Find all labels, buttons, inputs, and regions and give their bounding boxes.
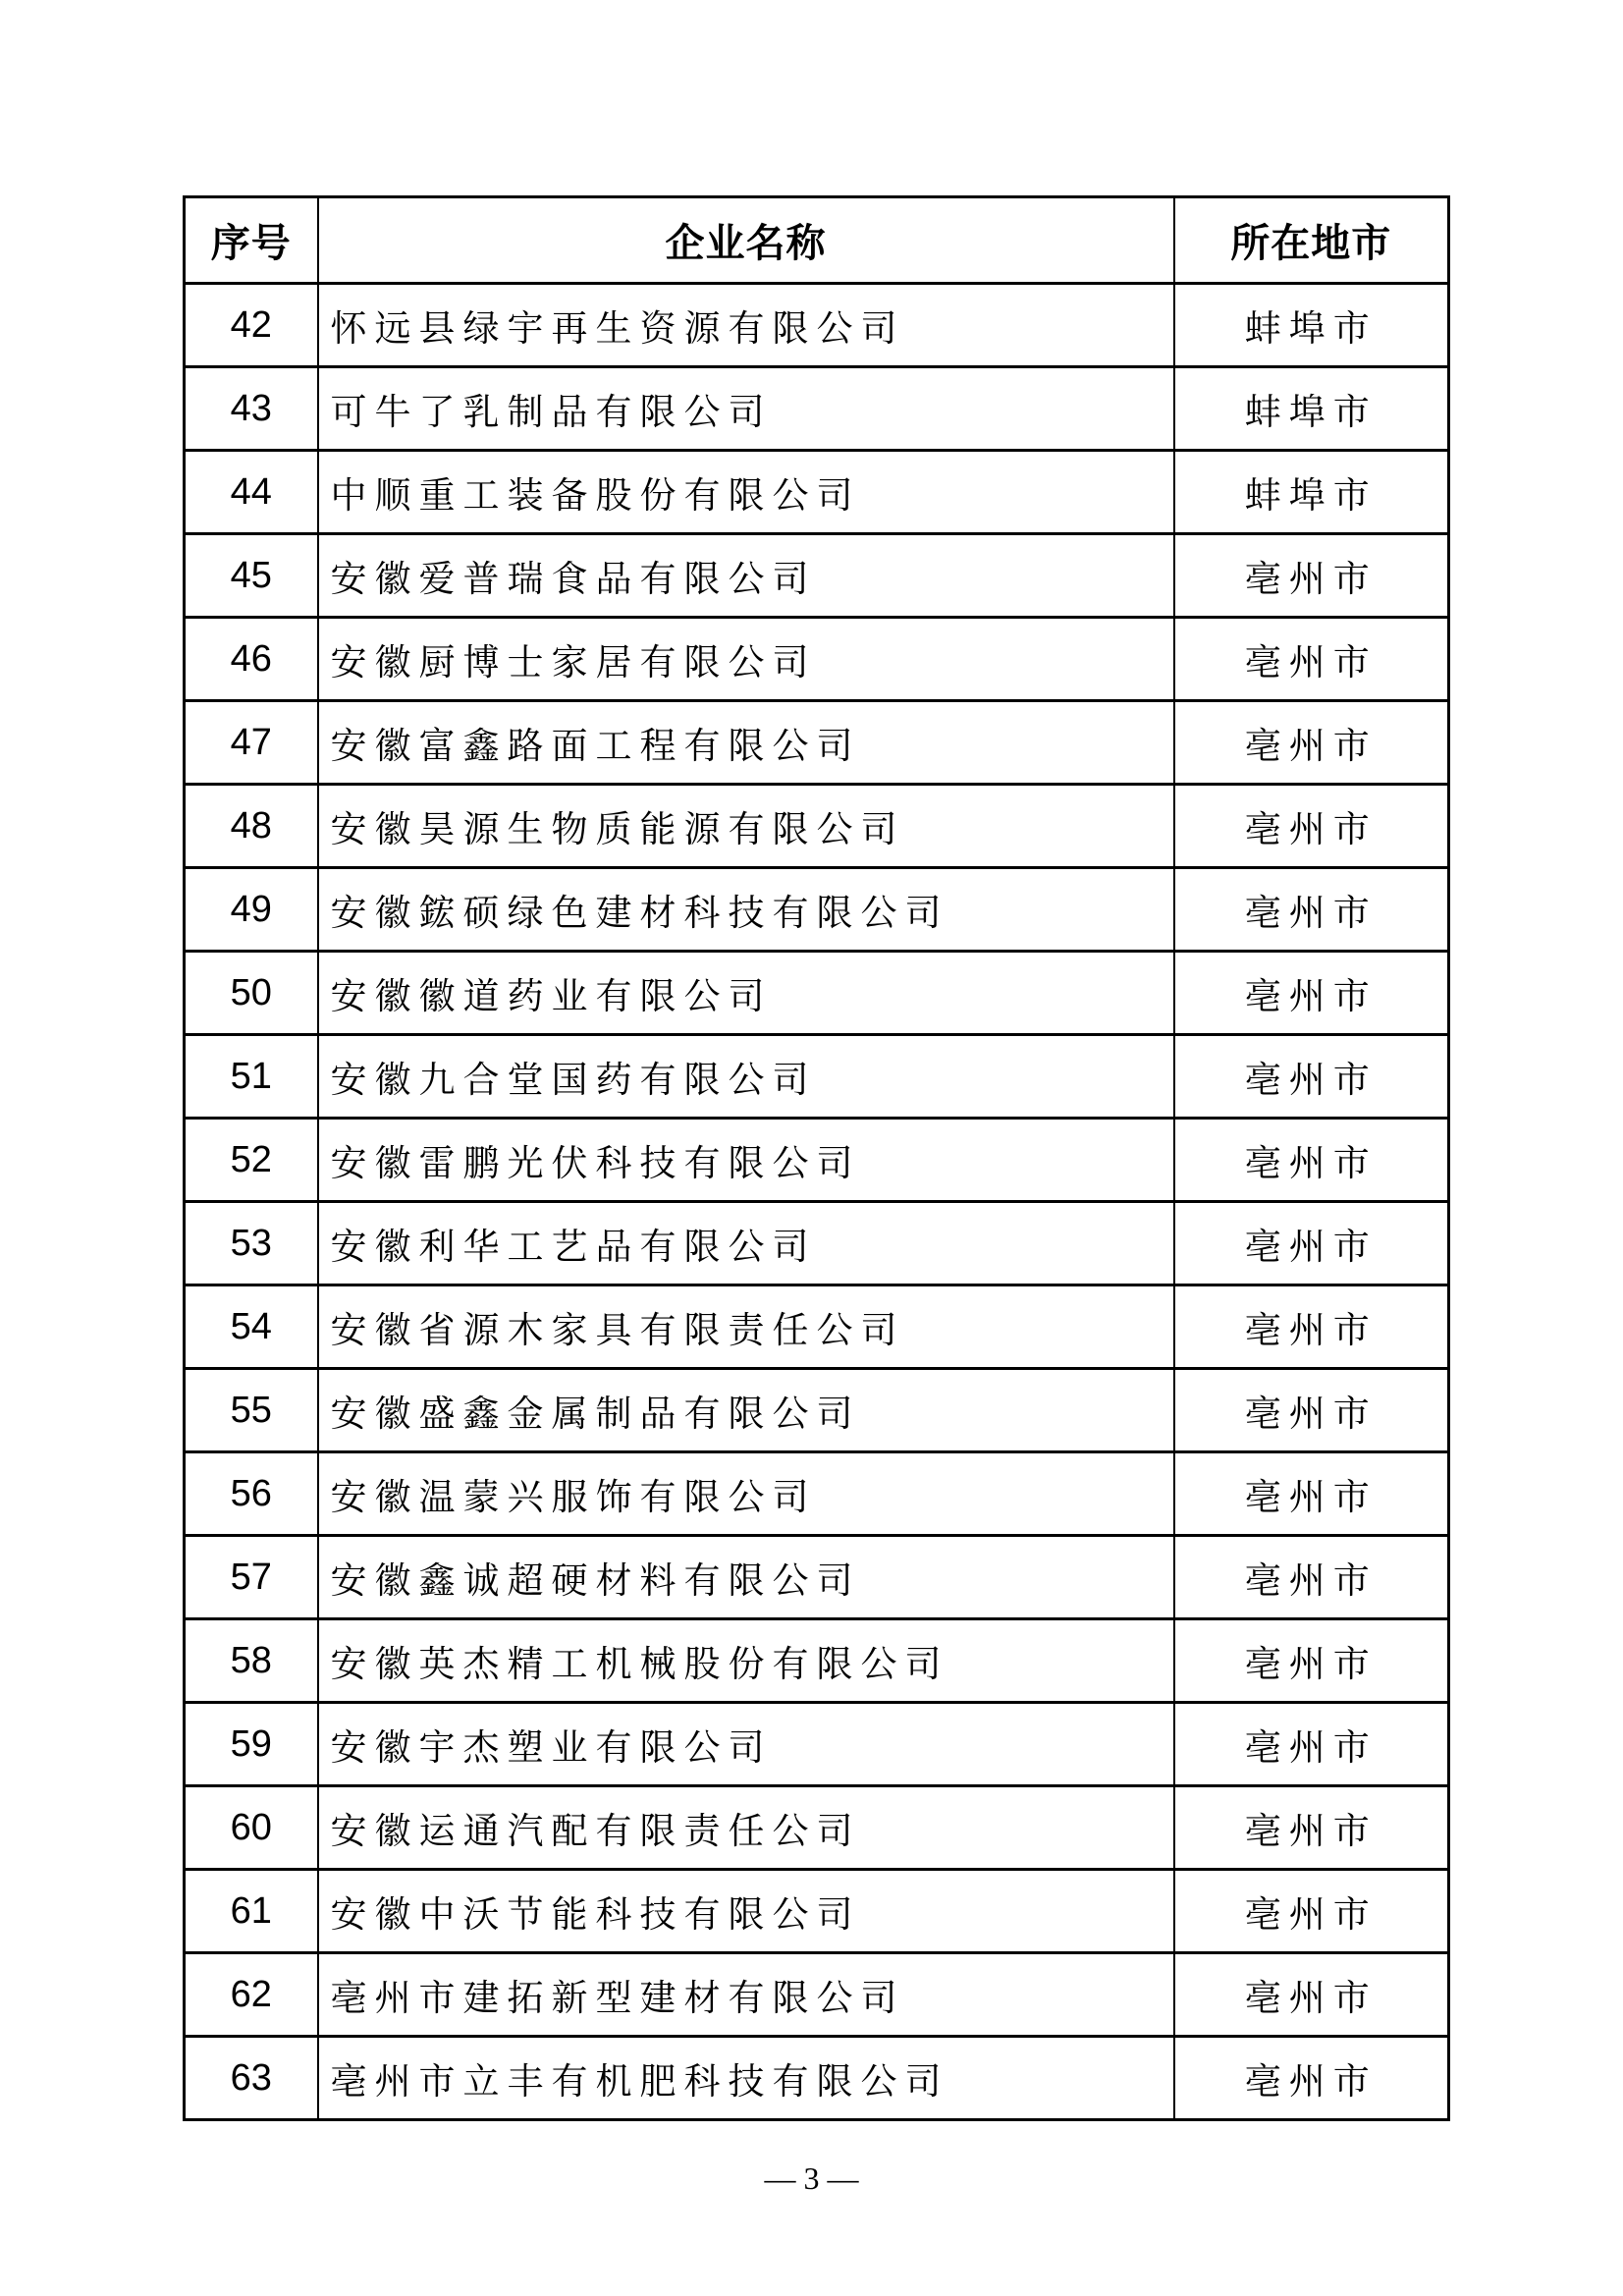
company-name-cell: 安徽运通汽配有限责任公司 [318, 1786, 1174, 1870]
serial-number-cell: 50 [185, 952, 318, 1035]
serial-number-cell: 48 [185, 785, 318, 868]
table-row [185, 868, 1449, 952]
serial-number-cell: 54 [185, 1285, 318, 1369]
city-cell: 亳州市 [1174, 1870, 1449, 1953]
company-name-cell: 安徽利华工艺品有限公司 [318, 1202, 1174, 1285]
table-row [185, 1953, 1449, 2037]
table-row [185, 1870, 1449, 1953]
city-cell: 亳州市 [1174, 785, 1449, 868]
table-row [185, 785, 1449, 868]
table-row [185, 618, 1449, 701]
city-cell: 亳州市 [1174, 701, 1449, 785]
table-row [185, 284, 1449, 367]
city-cell: 亳州市 [1174, 1369, 1449, 1452]
table-row [185, 451, 1449, 534]
serial-number-cell: 61 [185, 1870, 318, 1953]
serial-number-cell: 43 [185, 367, 318, 451]
table-row [185, 701, 1449, 785]
city-cell: 亳州市 [1174, 1119, 1449, 1202]
serial-number-cell: 62 [185, 1953, 318, 2037]
company-name-cell: 安徽徽道药业有限公司 [318, 952, 1174, 1035]
city-cell: 蚌埠市 [1174, 367, 1449, 451]
header-city: 所在地市 [1174, 197, 1449, 284]
table-row [185, 1786, 1449, 1870]
company-name-cell: 安徽中沃节能科技有限公司 [318, 1870, 1174, 1953]
table-row [185, 367, 1449, 451]
serial-number-cell: 49 [185, 868, 318, 952]
city-cell: 亳州市 [1174, 1202, 1449, 1285]
serial-number-cell: 46 [185, 618, 318, 701]
city-cell: 亳州市 [1174, 1703, 1449, 1786]
city-cell: 蚌埠市 [1174, 451, 1449, 534]
table-header-row [185, 197, 1449, 284]
serial-number-cell: 53 [185, 1202, 318, 1285]
table-row [185, 1703, 1449, 1786]
serial-number-cell: 63 [185, 2037, 318, 2120]
city-cell: 蚌埠市 [1174, 284, 1449, 367]
serial-number-cell: 47 [185, 701, 318, 785]
serial-number-cell: 59 [185, 1703, 318, 1786]
serial-number-cell: 42 [185, 284, 318, 367]
serial-number-cell: 51 [185, 1035, 318, 1119]
city-cell: 亳州市 [1174, 1285, 1449, 1369]
table-row [185, 534, 1449, 618]
city-cell: 亳州市 [1174, 1035, 1449, 1119]
company-name-cell: 安徽英杰精工机械股份有限公司 [318, 1619, 1174, 1703]
serial-number-cell: 58 [185, 1619, 318, 1703]
table-row [185, 1369, 1449, 1452]
city-cell: 亳州市 [1174, 1786, 1449, 1870]
company-name-cell: 怀远县绿宇再生资源有限公司 [318, 284, 1174, 367]
header-company-name: 企业名称 [318, 197, 1174, 284]
company-name-cell: 安徽省源木家具有限责任公司 [318, 1285, 1174, 1369]
company-name-cell: 安徽爱普瑞食品有限公司 [318, 534, 1174, 618]
table-row [185, 1119, 1449, 1202]
table-row [185, 2037, 1449, 2120]
serial-number-cell: 57 [185, 1536, 318, 1619]
company-name-cell: 安徽宇杰塑业有限公司 [318, 1703, 1174, 1786]
serial-number-cell: 52 [185, 1119, 318, 1202]
page-number: — 3 — [764, 2160, 859, 2196]
company-name-cell: 安徽盛鑫金属制品有限公司 [318, 1369, 1174, 1452]
company-name-cell: 可牛了乳制品有限公司 [318, 367, 1174, 451]
company-name-cell: 安徽九合堂国药有限公司 [318, 1035, 1174, 1119]
company-name-cell: 安徽鑫诚超硬材料有限公司 [318, 1536, 1174, 1619]
table-row [185, 1619, 1449, 1703]
city-cell: 亳州市 [1174, 868, 1449, 952]
company-name-cell: 安徽雷鹏光伏科技有限公司 [318, 1119, 1174, 1202]
city-cell: 亳州市 [1174, 2037, 1449, 2120]
serial-number-cell: 45 [185, 534, 318, 618]
company-name-cell: 安徽温蒙兴服饰有限公司 [318, 1452, 1174, 1536]
table-row [185, 1536, 1449, 1619]
city-cell: 亳州市 [1174, 1619, 1449, 1703]
city-cell: 亳州市 [1174, 1953, 1449, 2037]
company-name-cell: 亳州市立丰有机肥科技有限公司 [318, 2037, 1174, 2120]
company-name-cell: 安徽鋐硕绿色建材科技有限公司 [318, 868, 1174, 952]
serial-number-cell: 55 [185, 1369, 318, 1452]
serial-number-cell: 56 [185, 1452, 318, 1536]
city-cell: 亳州市 [1174, 1536, 1449, 1619]
table-row [185, 1202, 1449, 1285]
company-name-cell: 安徽厨博士家居有限公司 [318, 618, 1174, 701]
city-cell: 亳州市 [1174, 952, 1449, 1035]
company-name-cell: 安徽富鑫路面工程有限公司 [318, 701, 1174, 785]
company-name-cell: 安徽昊源生物质能源有限公司 [318, 785, 1174, 868]
company-table [183, 195, 1450, 2121]
header-serial-number: 序号 [185, 197, 318, 284]
city-cell: 亳州市 [1174, 618, 1449, 701]
table-row [185, 952, 1449, 1035]
table-row [185, 1035, 1449, 1119]
serial-number-cell: 44 [185, 451, 318, 534]
table-row [185, 1452, 1449, 1536]
table-body [185, 284, 1449, 2120]
city-cell: 亳州市 [1174, 534, 1449, 618]
serial-number-cell: 60 [185, 1786, 318, 1870]
city-cell: 亳州市 [1174, 1452, 1449, 1536]
table-row [185, 1285, 1449, 1369]
company-name-cell: 亳州市建拓新型建材有限公司 [318, 1953, 1174, 2037]
company-name-cell: 中顺重工装备股份有限公司 [318, 451, 1174, 534]
